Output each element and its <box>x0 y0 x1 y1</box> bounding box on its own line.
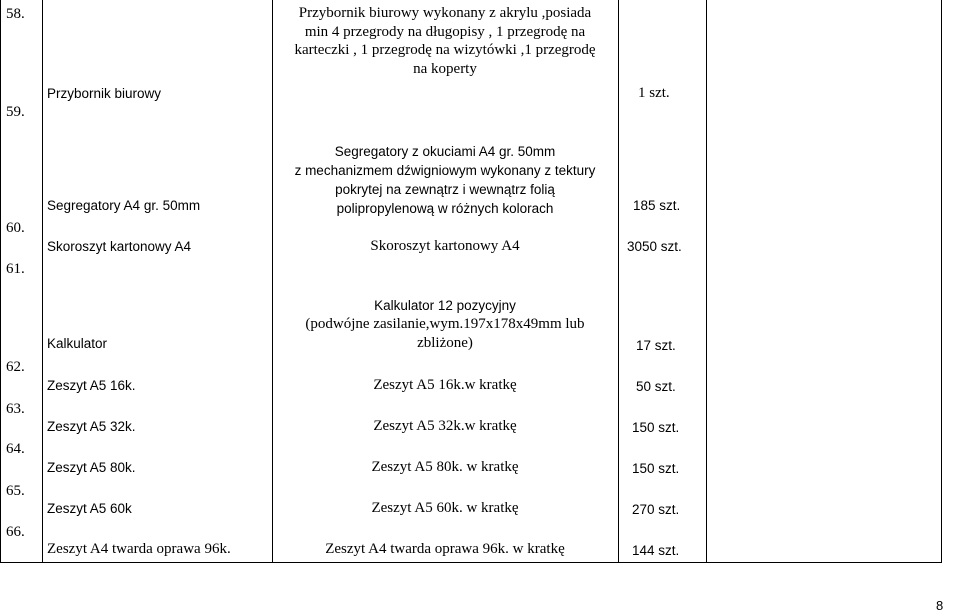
row-number: 60. <box>6 220 25 236</box>
item-name: Przybornik biurowy <box>47 86 162 101</box>
description-line: z mechanizmem dźwigniowym wykonany z tektury <box>294 163 596 178</box>
column-divider-3 <box>618 0 619 562</box>
item-description <box>272 418 618 435</box>
row-number: 59. <box>6 104 25 120</box>
description-line: zbliżone) <box>417 335 473 351</box>
description-line: min 4 przegrody na długopisy , 1 przegrodę na <box>304 23 586 40</box>
item-quantity: 185 szt. <box>633 198 681 213</box>
row-number: 63. <box>6 401 25 417</box>
table-bottom-border <box>0 562 942 563</box>
item-quantity: 150 szt. <box>632 420 680 435</box>
item-quantity: 3050 szt. <box>627 239 682 254</box>
item-description <box>272 541 618 558</box>
item-quantity: 50 szt. <box>636 379 676 394</box>
description-line: Skoroszyt kartonowy A4 <box>370 238 520 254</box>
description-line: Zeszyt A4 twarda oprawa 96k. w kratkę <box>325 541 565 557</box>
row-number: 64. <box>6 441 25 457</box>
item-description <box>272 377 618 394</box>
row-number: 65. <box>6 483 25 499</box>
description-line: karteczki , 1 przegrodę na wizytówki ,1 przegrodę <box>294 42 596 58</box>
item-quantity: 150 szt. <box>632 461 680 476</box>
item-description <box>272 4 618 78</box>
column-divider-2 <box>272 0 273 562</box>
item-quantity: 17 szt. <box>636 338 676 353</box>
description-line: Segregatory z okuciami A4 gr. 50mm <box>334 144 556 159</box>
item-name: Kalkulator <box>47 336 108 351</box>
page-number: 8 <box>936 598 944 613</box>
item-description <box>272 238 618 255</box>
item-name: Skoroszyt kartonowy A4 <box>47 239 192 254</box>
row-number: 66. <box>6 524 25 540</box>
item-name: Zeszyt A5 32k. <box>47 419 136 434</box>
description-line: Zeszyt A5 60k. w kratkę <box>371 500 519 516</box>
description-line: Kalkulator 12 pozycyjny <box>374 298 516 313</box>
row-number: 62. <box>6 359 25 375</box>
item-description <box>272 500 618 517</box>
description-line: Zeszyt A5 32k.w kratkę <box>373 418 517 434</box>
table-border-left <box>0 0 1 562</box>
description-line: Zeszyt A5 80k. w kratkę <box>371 459 519 475</box>
item-quantity: 1 szt. <box>638 85 670 101</box>
column-divider-4 <box>706 0 707 562</box>
item-name: Zeszyt A4 twarda oprawa 96k. <box>47 541 231 557</box>
item-quantity: 270 szt. <box>632 502 680 517</box>
item-name: Segregatory A4 gr. 50mm <box>47 198 201 213</box>
description-line: (podwójne zasilanie,wym.197x178x49mm lub <box>305 316 585 332</box>
item-name: Zeszyt A5 60k <box>47 501 132 516</box>
row-number: 58. <box>6 6 25 22</box>
description-line: polipropylenową w różnych kolorach <box>336 201 554 216</box>
item-description <box>272 296 618 353</box>
row-number: 61. <box>6 261 25 277</box>
column-divider-5 <box>941 0 942 562</box>
item-description <box>272 142 618 218</box>
item-quantity: 144 szt. <box>632 543 680 558</box>
column-divider-1 <box>42 0 43 562</box>
item-name: Zeszyt A5 80k. <box>47 460 136 475</box>
description-line: Przybornik biurowy wykonany z akrylu ,posiada <box>298 5 592 21</box>
description-line: na koperty <box>413 60 477 77</box>
description-line: Zeszyt A5 16k.w kratkę <box>373 377 517 393</box>
description-line: pokrytej na zewnątrz i wewnątrz folią <box>335 182 555 197</box>
item-name: Zeszyt A5 16k. <box>47 378 136 393</box>
item-description <box>272 459 618 476</box>
